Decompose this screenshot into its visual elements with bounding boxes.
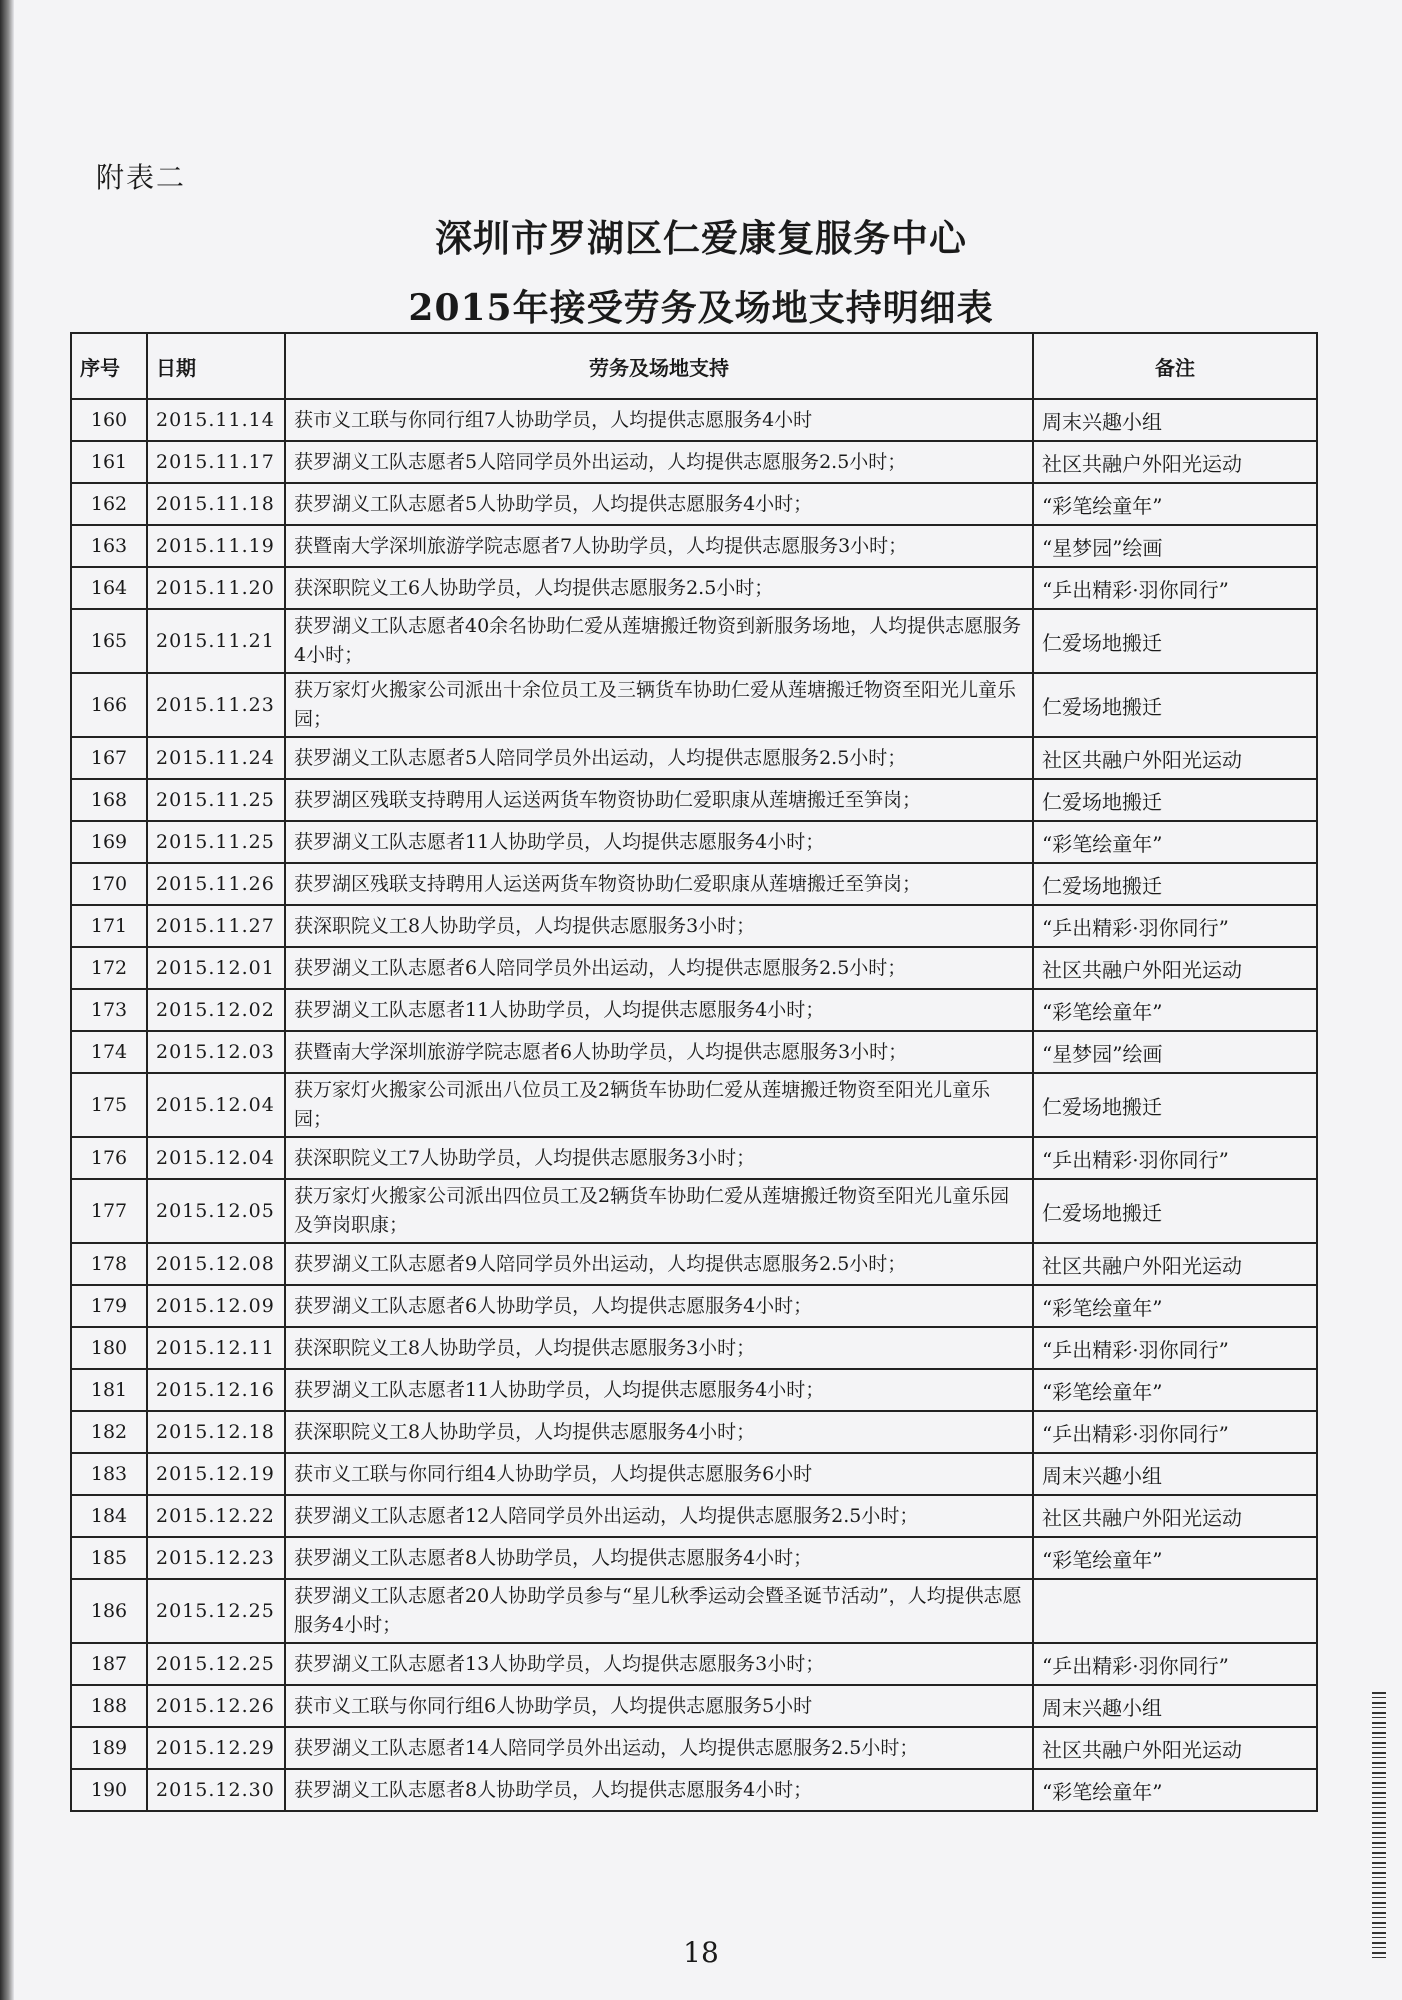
- table-row: [71, 1179, 1317, 1243]
- row-support: 获罗湖义工队志愿者13人协助学员，人均提供志愿服务3小时；: [285, 1643, 1033, 1685]
- row-no: 168: [71, 779, 147, 821]
- row-note: “彩笔绘童年”: [1033, 1537, 1317, 1579]
- row-date: 2015.12.19: [147, 1453, 285, 1495]
- row-date: 2015.12.05: [147, 1179, 285, 1243]
- row-note: 社区共融户外阳光运动: [1033, 1495, 1317, 1537]
- row-date: 2015.12.01: [147, 947, 285, 989]
- row-support: 获罗湖义工队志愿者8人协助学员，人均提供志愿服务4小时；: [285, 1769, 1033, 1811]
- row-support: 获万家灯火搬家公司派出四位员工及2辆货车协助仁爱从莲塘搬迁物资至阳光儿童乐园及笋岗职康；: [285, 1179, 1033, 1243]
- table-row: [71, 737, 1317, 779]
- row-no: 173: [71, 989, 147, 1031]
- row-date: 2015.11.23: [147, 673, 285, 737]
- table-row: [71, 441, 1317, 483]
- table-row: [71, 1327, 1317, 1369]
- table-row: [71, 1243, 1317, 1285]
- row-date: 2015.12.25: [147, 1579, 285, 1643]
- row-note: 仁爱场地搬迁: [1033, 863, 1317, 905]
- row-support: 获万家灯火搬家公司派出八位员工及2辆货车协助仁爱从莲塘搬迁物资至阳光儿童乐园；: [285, 1073, 1033, 1137]
- row-no: 162: [71, 483, 147, 525]
- row-note: “彩笔绘童年”: [1033, 1369, 1317, 1411]
- row-no: 182: [71, 1411, 147, 1453]
- row-note: 社区共融户外阳光运动: [1033, 947, 1317, 989]
- row-support: 获罗湖义工队志愿者6人陪同学员外出运动，人均提供志愿服务2.5小时；: [285, 947, 1033, 989]
- row-no: 167: [71, 737, 147, 779]
- scan-barcode-strip: [1372, 1692, 1386, 1962]
- row-note: “星梦园”绘画: [1033, 525, 1317, 567]
- row-support: 获罗湖义工队志愿者20人协助学员参与“星儿秋季运动会暨圣诞节活动”，人均提供志愿服务4小时；: [285, 1579, 1033, 1643]
- row-note: 仁爱场地搬迁: [1033, 1179, 1317, 1243]
- row-support: 获万家灯火搬家公司派出十余位员工及三辆货车协助仁爱从莲塘搬迁物资至阳光儿童乐园；: [285, 673, 1033, 737]
- row-support: 获罗湖区残联支持聘用人运送两货车物资协助仁爱职康从莲塘搬迁至笋岗；: [285, 863, 1033, 905]
- row-no: 165: [71, 609, 147, 673]
- row-note: “乒出精彩·羽你同行”: [1033, 1411, 1317, 1453]
- table-row: [71, 483, 1317, 525]
- row-no: 163: [71, 525, 147, 567]
- table-row: [71, 1685, 1317, 1727]
- row-note: 仁爱场地搬迁: [1033, 779, 1317, 821]
- row-date: 2015.12.25: [147, 1643, 285, 1685]
- row-date: 2015.12.30: [147, 1769, 285, 1811]
- row-no: 189: [71, 1727, 147, 1769]
- row-support: 获罗湖义工队志愿者5人协助学员，人均提供志愿服务4小时；: [285, 483, 1033, 525]
- row-date: 2015.12.22: [147, 1495, 285, 1537]
- row-date: 2015.11.25: [147, 821, 285, 863]
- table-row: [71, 1769, 1317, 1811]
- row-support: 获罗湖义工队志愿者11人协助学员，人均提供志愿服务4小时；: [285, 989, 1033, 1031]
- row-note: “乒出精彩·羽你同行”: [1033, 567, 1317, 609]
- table-row: [71, 989, 1317, 1031]
- table-row: [71, 1411, 1317, 1453]
- row-date: 2015.12.23: [147, 1537, 285, 1579]
- row-date: 2015.11.14: [147, 399, 285, 441]
- row-note: 社区共融户外阳光运动: [1033, 1243, 1317, 1285]
- row-date: 2015.11.19: [147, 525, 285, 567]
- row-date: 2015.11.24: [147, 737, 285, 779]
- row-note: “彩笔绘童年”: [1033, 989, 1317, 1031]
- table-row: [71, 567, 1317, 609]
- row-no: 171: [71, 905, 147, 947]
- table-row: [71, 1031, 1317, 1073]
- document-subtitle: 2015年接受劳务及场地支持明细表: [408, 287, 994, 329]
- row-date: 2015.12.02: [147, 989, 285, 1031]
- row-support: 获暨南大学深圳旅游学院志愿者7人协助学员，人均提供志愿服务3小时；: [285, 525, 1033, 567]
- table-row: [71, 1495, 1317, 1537]
- row-support: 获罗湖义工队志愿者5人陪同学员外出运动，人均提供志愿服务2.5小时；: [285, 441, 1033, 483]
- row-no: 190: [71, 1769, 147, 1811]
- row-support: 获深职院义工8人协助学员，人均提供志愿服务3小时；: [285, 905, 1033, 947]
- row-support: 获罗湖义工队志愿者5人陪同学员外出运动，人均提供志愿服务2.5小时；: [285, 737, 1033, 779]
- row-note: 仁爱场地搬迁: [1033, 673, 1317, 737]
- row-date: 2015.11.25: [147, 779, 285, 821]
- row-support: 获罗湖义工队志愿者6人协助学员，人均提供志愿服务4小时；: [285, 1285, 1033, 1327]
- row-note: 社区共融户外阳光运动: [1033, 1727, 1317, 1769]
- table-row: [71, 609, 1317, 673]
- row-note: “星梦园”绘画: [1033, 1031, 1317, 1073]
- row-support: 获暨南大学深圳旅游学院志愿者6人协助学员，人均提供志愿服务3小时；: [285, 1031, 1033, 1073]
- row-note: 周末兴趣小组: [1033, 399, 1317, 441]
- row-note: 仁爱场地搬迁: [1033, 609, 1317, 673]
- table-row: [71, 525, 1317, 567]
- table-row: [71, 399, 1317, 441]
- table-body: [71, 399, 1317, 1811]
- row-no: 188: [71, 1685, 147, 1727]
- row-no: 180: [71, 1327, 147, 1369]
- row-support: 获罗湖义工队志愿者11人协助学员，人均提供志愿服务4小时；: [285, 821, 1033, 863]
- table-header-row: [71, 333, 1317, 399]
- table-row: [71, 779, 1317, 821]
- table-row: [71, 1537, 1317, 1579]
- row-support: 获市义工联与你同行组6人协助学员，人均提供志愿服务5小时: [285, 1685, 1033, 1727]
- row-no: 187: [71, 1643, 147, 1685]
- row-date: 2015.11.18: [147, 483, 285, 525]
- row-note: “彩笔绘童年”: [1033, 483, 1317, 525]
- row-support: 获深职院义工7人协助学员，人均提供志愿服务3小时；: [285, 1137, 1033, 1179]
- header-note: 备注: [1033, 333, 1317, 399]
- row-no: 181: [71, 1369, 147, 1411]
- row-date: 2015.12.04: [147, 1073, 285, 1137]
- row-no: 184: [71, 1495, 147, 1537]
- row-date: 2015.12.29: [147, 1727, 285, 1769]
- row-support: 获罗湖义工队志愿者8人协助学员，人均提供志愿服务4小时；: [285, 1537, 1033, 1579]
- row-support: 获罗湖义工队志愿者9人陪同学员外出运动，人均提供志愿服务2.5小时；: [285, 1243, 1033, 1285]
- row-note: “彩笔绘童年”: [1033, 1285, 1317, 1327]
- row-date: 2015.12.08: [147, 1243, 285, 1285]
- row-support: 获罗湖义工队志愿者40余名协助仁爱从莲塘搬迁物资到新服务场地，人均提供志愿服务4小时；: [285, 609, 1033, 673]
- row-date: 2015.11.21: [147, 609, 285, 673]
- header-no: 序号: [71, 333, 147, 399]
- row-note: 周末兴趣小组: [1033, 1453, 1317, 1495]
- header-support: 劳务及场地支持: [285, 333, 1033, 399]
- row-note: [1033, 1579, 1317, 1643]
- row-date: 2015.11.26: [147, 863, 285, 905]
- row-note: “乒出精彩·羽你同行”: [1033, 905, 1317, 947]
- row-support: 获深职院义工8人协助学员，人均提供志愿服务3小时；: [285, 1327, 1033, 1369]
- row-no: 170: [71, 863, 147, 905]
- header-date: 日期: [147, 333, 285, 399]
- table-row: [71, 1369, 1317, 1411]
- row-date: 2015.12.26: [147, 1685, 285, 1727]
- row-no: 183: [71, 1453, 147, 1495]
- support-detail-table: [70, 332, 1318, 1812]
- row-no: 177: [71, 1179, 147, 1243]
- row-no: 186: [71, 1579, 147, 1643]
- row-no: 176: [71, 1137, 147, 1179]
- row-note: 社区共融户外阳光运动: [1033, 441, 1317, 483]
- row-date: 2015.11.27: [147, 905, 285, 947]
- row-no: 185: [71, 1537, 147, 1579]
- table-row: [71, 863, 1317, 905]
- row-date: 2015.11.17: [147, 441, 285, 483]
- row-date: 2015.12.03: [147, 1031, 285, 1073]
- row-note: “乒出精彩·羽你同行”: [1033, 1643, 1317, 1685]
- appendix-label: 附表二: [96, 161, 187, 194]
- table-row: [71, 673, 1317, 737]
- row-support: 获罗湖义工队志愿者11人协助学员，人均提供志愿服务4小时；: [285, 1369, 1033, 1411]
- row-no: 169: [71, 821, 147, 863]
- row-note: 周末兴趣小组: [1033, 1685, 1317, 1727]
- row-support: 获罗湖义工队志愿者14人陪同学员外出运动，人均提供志愿服务2.5小时；: [285, 1727, 1033, 1769]
- row-no: 178: [71, 1243, 147, 1285]
- table-row: [71, 1137, 1317, 1179]
- row-date: 2015.12.18: [147, 1411, 285, 1453]
- table-row: [71, 1073, 1317, 1137]
- row-support: 获市义工联与你同行组4人协助学员，人均提供志愿服务6小时: [285, 1453, 1033, 1495]
- row-support: 获深职院义工6人协助学员，人均提供志愿服务2.5小时；: [285, 567, 1033, 609]
- row-date: 2015.11.20: [147, 567, 285, 609]
- row-no: 161: [71, 441, 147, 483]
- row-note: “彩笔绘童年”: [1033, 1769, 1317, 1811]
- row-date: 2015.12.16: [147, 1369, 285, 1411]
- row-no: 164: [71, 567, 147, 609]
- table-row: [71, 947, 1317, 989]
- row-support: 获市义工联与你同行组7人协助学员，人均提供志愿服务4小时: [285, 399, 1033, 441]
- row-note: “乒出精彩·羽你同行”: [1033, 1137, 1317, 1179]
- row-no: 166: [71, 673, 147, 737]
- page-number: 18: [683, 1936, 719, 1969]
- table-row: [71, 1285, 1317, 1327]
- row-no: 172: [71, 947, 147, 989]
- row-no: 160: [71, 399, 147, 441]
- row-support: 获罗湖区残联支持聘用人运送两货车物资协助仁爱职康从莲塘搬迁至笋岗；: [285, 779, 1033, 821]
- row-date: 2015.12.11: [147, 1327, 285, 1369]
- table-row: [71, 1453, 1317, 1495]
- table-row: [71, 821, 1317, 863]
- table-row: [71, 905, 1317, 947]
- row-note: 仁爱场地搬迁: [1033, 1073, 1317, 1137]
- row-note: “乒出精彩·羽你同行”: [1033, 1327, 1317, 1369]
- table-row: [71, 1727, 1317, 1769]
- row-date: 2015.12.09: [147, 1285, 285, 1327]
- document-title: 深圳市罗湖区仁爱康复服务中心: [435, 216, 967, 260]
- row-support: 获罗湖义工队志愿者12人陪同学员外出运动，人均提供志愿服务2.5小时；: [285, 1495, 1033, 1537]
- table-row: [71, 1579, 1317, 1643]
- row-note: “彩笔绘童年”: [1033, 821, 1317, 863]
- row-no: 175: [71, 1073, 147, 1137]
- row-no: 174: [71, 1031, 147, 1073]
- row-no: 179: [71, 1285, 147, 1327]
- table-row: [71, 1643, 1317, 1685]
- row-note: 社区共融户外阳光运动: [1033, 737, 1317, 779]
- row-date: 2015.12.04: [147, 1137, 285, 1179]
- row-support: 获深职院义工8人协助学员，人均提供志愿服务4小时；: [285, 1411, 1033, 1453]
